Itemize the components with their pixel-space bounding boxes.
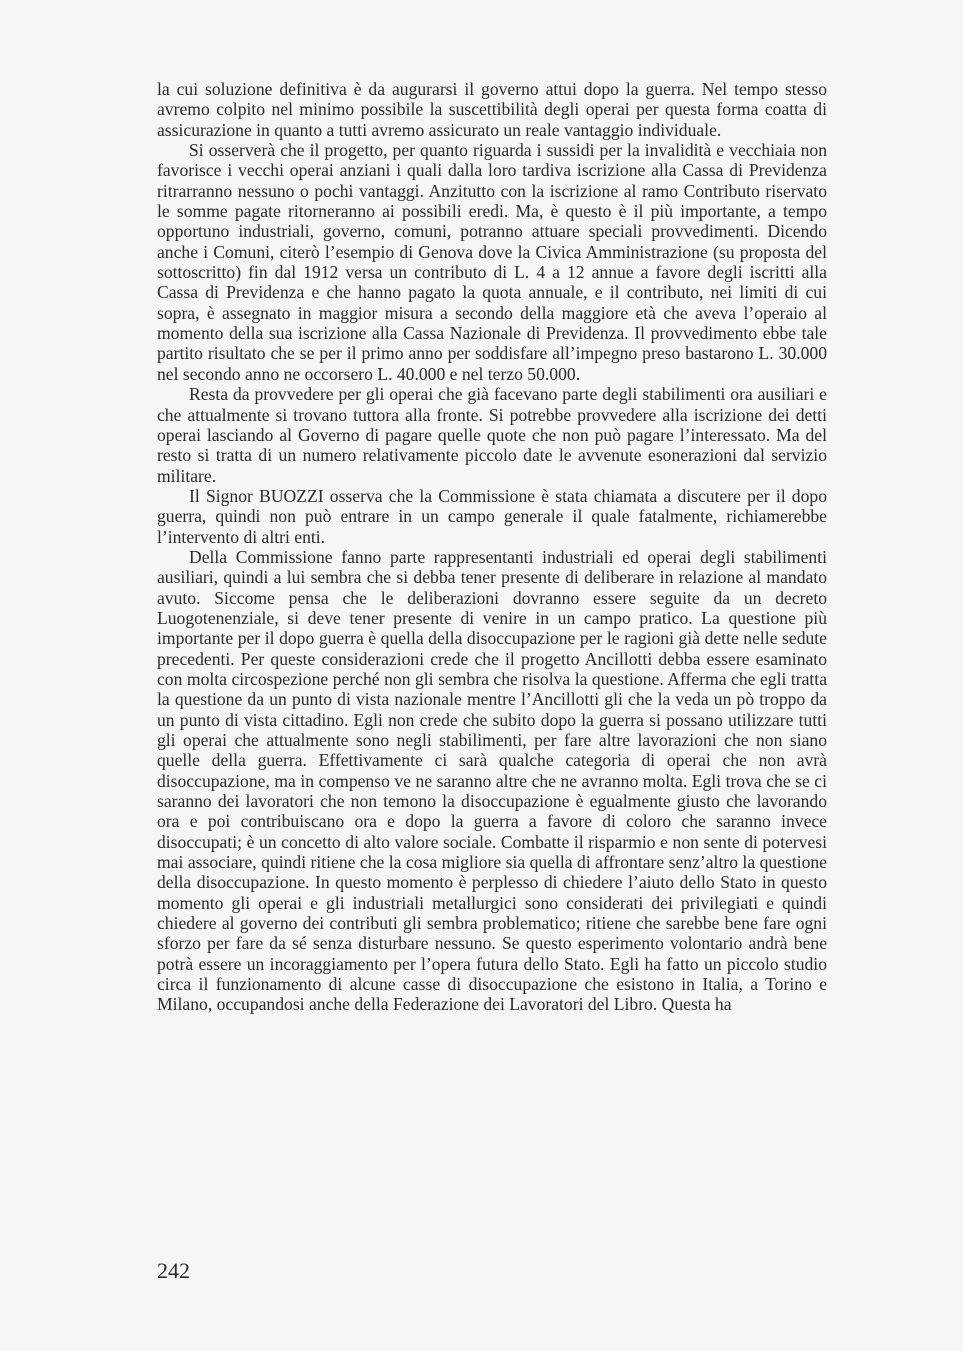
page-number: 242 <box>157 1258 190 1283</box>
paragraph-commission-discussion: Della Commissione fanno parte rappresentanti industriali ed operai degli stabilimenti ausiliari, quindi a lui sembra che si debba tener presente di deliberare in relazione al mandato avuto. Siccome pensa che le deliberazioni dovranno essere seguite da un decreto Luogotenenziale, si deve tener presente di venire in un campo pratico. La questione più importante per il dopo guerra è quella della disoccupazione per le ragioni già dette nelle sedute precedenti. Per queste considerazioni crede che il progetto Ancillotti debba essere esaminato con molta circospezione perché non gli sembra che risolva la questione. Afferma che egli tratta la questione da un punto di vista nazionale mentre l’Ancillotti gli che la veda un pò troppo da un punto di vista cittadino. Egli non crede che subito dopo la guerra si possano utilizzare tutti gli operai che attualmente sono negli stabilimenti, per fare altre lavorazioni che non siano quelle della guerra. Effettivamente ci sarà qualche categoria di operai che non avrà disoccupazione, ma in compenso ve ne saranno altre che ne avranno molta. Egli trova che se ci saranno dei lavoratori che non temono la disoccupazione è egualmente giusto che lavorando ora e poi contribuiscano ora e dopo la guerra a favore di coloro che saranno invece disoccupati; è un concetto di alto valore sociale. Combatte il risparmio e non sente di potervesi mai associare, quindi ritiene che la cosa migliore sia quella di affrontare senz’altro la questione della disoccupazione. In questo momento è perplesso di chiedere l’aiuto dello Stato in questo momento gli operai e gli industriali metallurgici sono considerati dei privilegiati e quindi chiedere al governo dei contributi gli sembra problematico; ritiene che sarebbe bene fare ogni sforzo per fare da sé senza disturbare nessuno. Se questo esperimento volontario andrà bene potrà essere un incoraggiamento per l’opera futura dello Stato. Egli ha fatto un piccolo studio circa il funzionamento di alcune casse di disoccupazione che esistono in Italia, a Torino e Milano, occupandosi anche della Federazione dei Lavoratori del Libro. Questa ha <box>157 546 827 1015</box>
body-text <box>157 79 827 1015</box>
paragraph-soldier-workers: Resta da provvedere per gli operai che già facevano parte degli stabilimenti ora ausiliari e che attualmente si trovano tuttora alla fronte. Si potrebbe provvedere alla iscrizione dei detti operai lasciando al Governo di pagare quelle quote che non può pagare l’interessato. Ma del resto si tratta di un numero relativamente piccolo date le avvenute esonerazioni dal servizio militare. <box>157 384 827 486</box>
paragraph-buozzi-remark: Il Signor BUOZZI osserva che la Commissione è stata chiamata a discutere per il dopo guerra, quindi non può entrare in un campo generale il quale fatalmente, richiamerebbe l’intervento di altri enti. <box>157 485 827 547</box>
paragraph-invalidity-pension: Si osserverà che il progetto, per quanto riguarda i sussidi per la invalidità e vecchiaia non favorisce i vecchi operai anziani i quali dalla loro tardiva iscrizione alla Cassa di Previdenza ritrarranno nessuno o pochi vantaggi. Anzitutto con la iscrizione al ramo Contributo riservato le somme pagate ritorneranno ai possibili eredi. Ma, è questo è il più importante, a tempo opportuno industriali, governo, comuni, potranno attuare speciali provvedimenti. Dicendo anche i Comuni, citerò l’esempio di Genova dove la Civica Amministrazione (su proposta del sottoscritto) fin dal 1912 versa un contributo di L. 4 a 12 annue a favore degli iscritti alla Cassa di Previdenza e che hanno pagato la quota annuale, e il contributo, nei limiti di cui sopra, è assegnato in maggior misura a secondo della maggiore età che aveva l’operaio al momento della sua iscrizione alla Cassa Nazionale di Previdenza. Il provvedimento ebbe tale partito risultato che se per il primo anno per soddisfare all’impegno preso bastarono L. 30.000 nel secondo anno ne occorsero L. 40.000 e nel terzo 50.000. <box>157 140 827 384</box>
paragraph-continuation: la cui soluzione definitiva è da augurarsi il governo attui dopo la guerra. Nel tempo stesso avremo colpito nel minimo possibile la suscettibilità degli operai per questa forma coatta di assicurazione in quanto a tutti avremo assicurato un reale vantaggio individuale. <box>157 79 827 140</box>
